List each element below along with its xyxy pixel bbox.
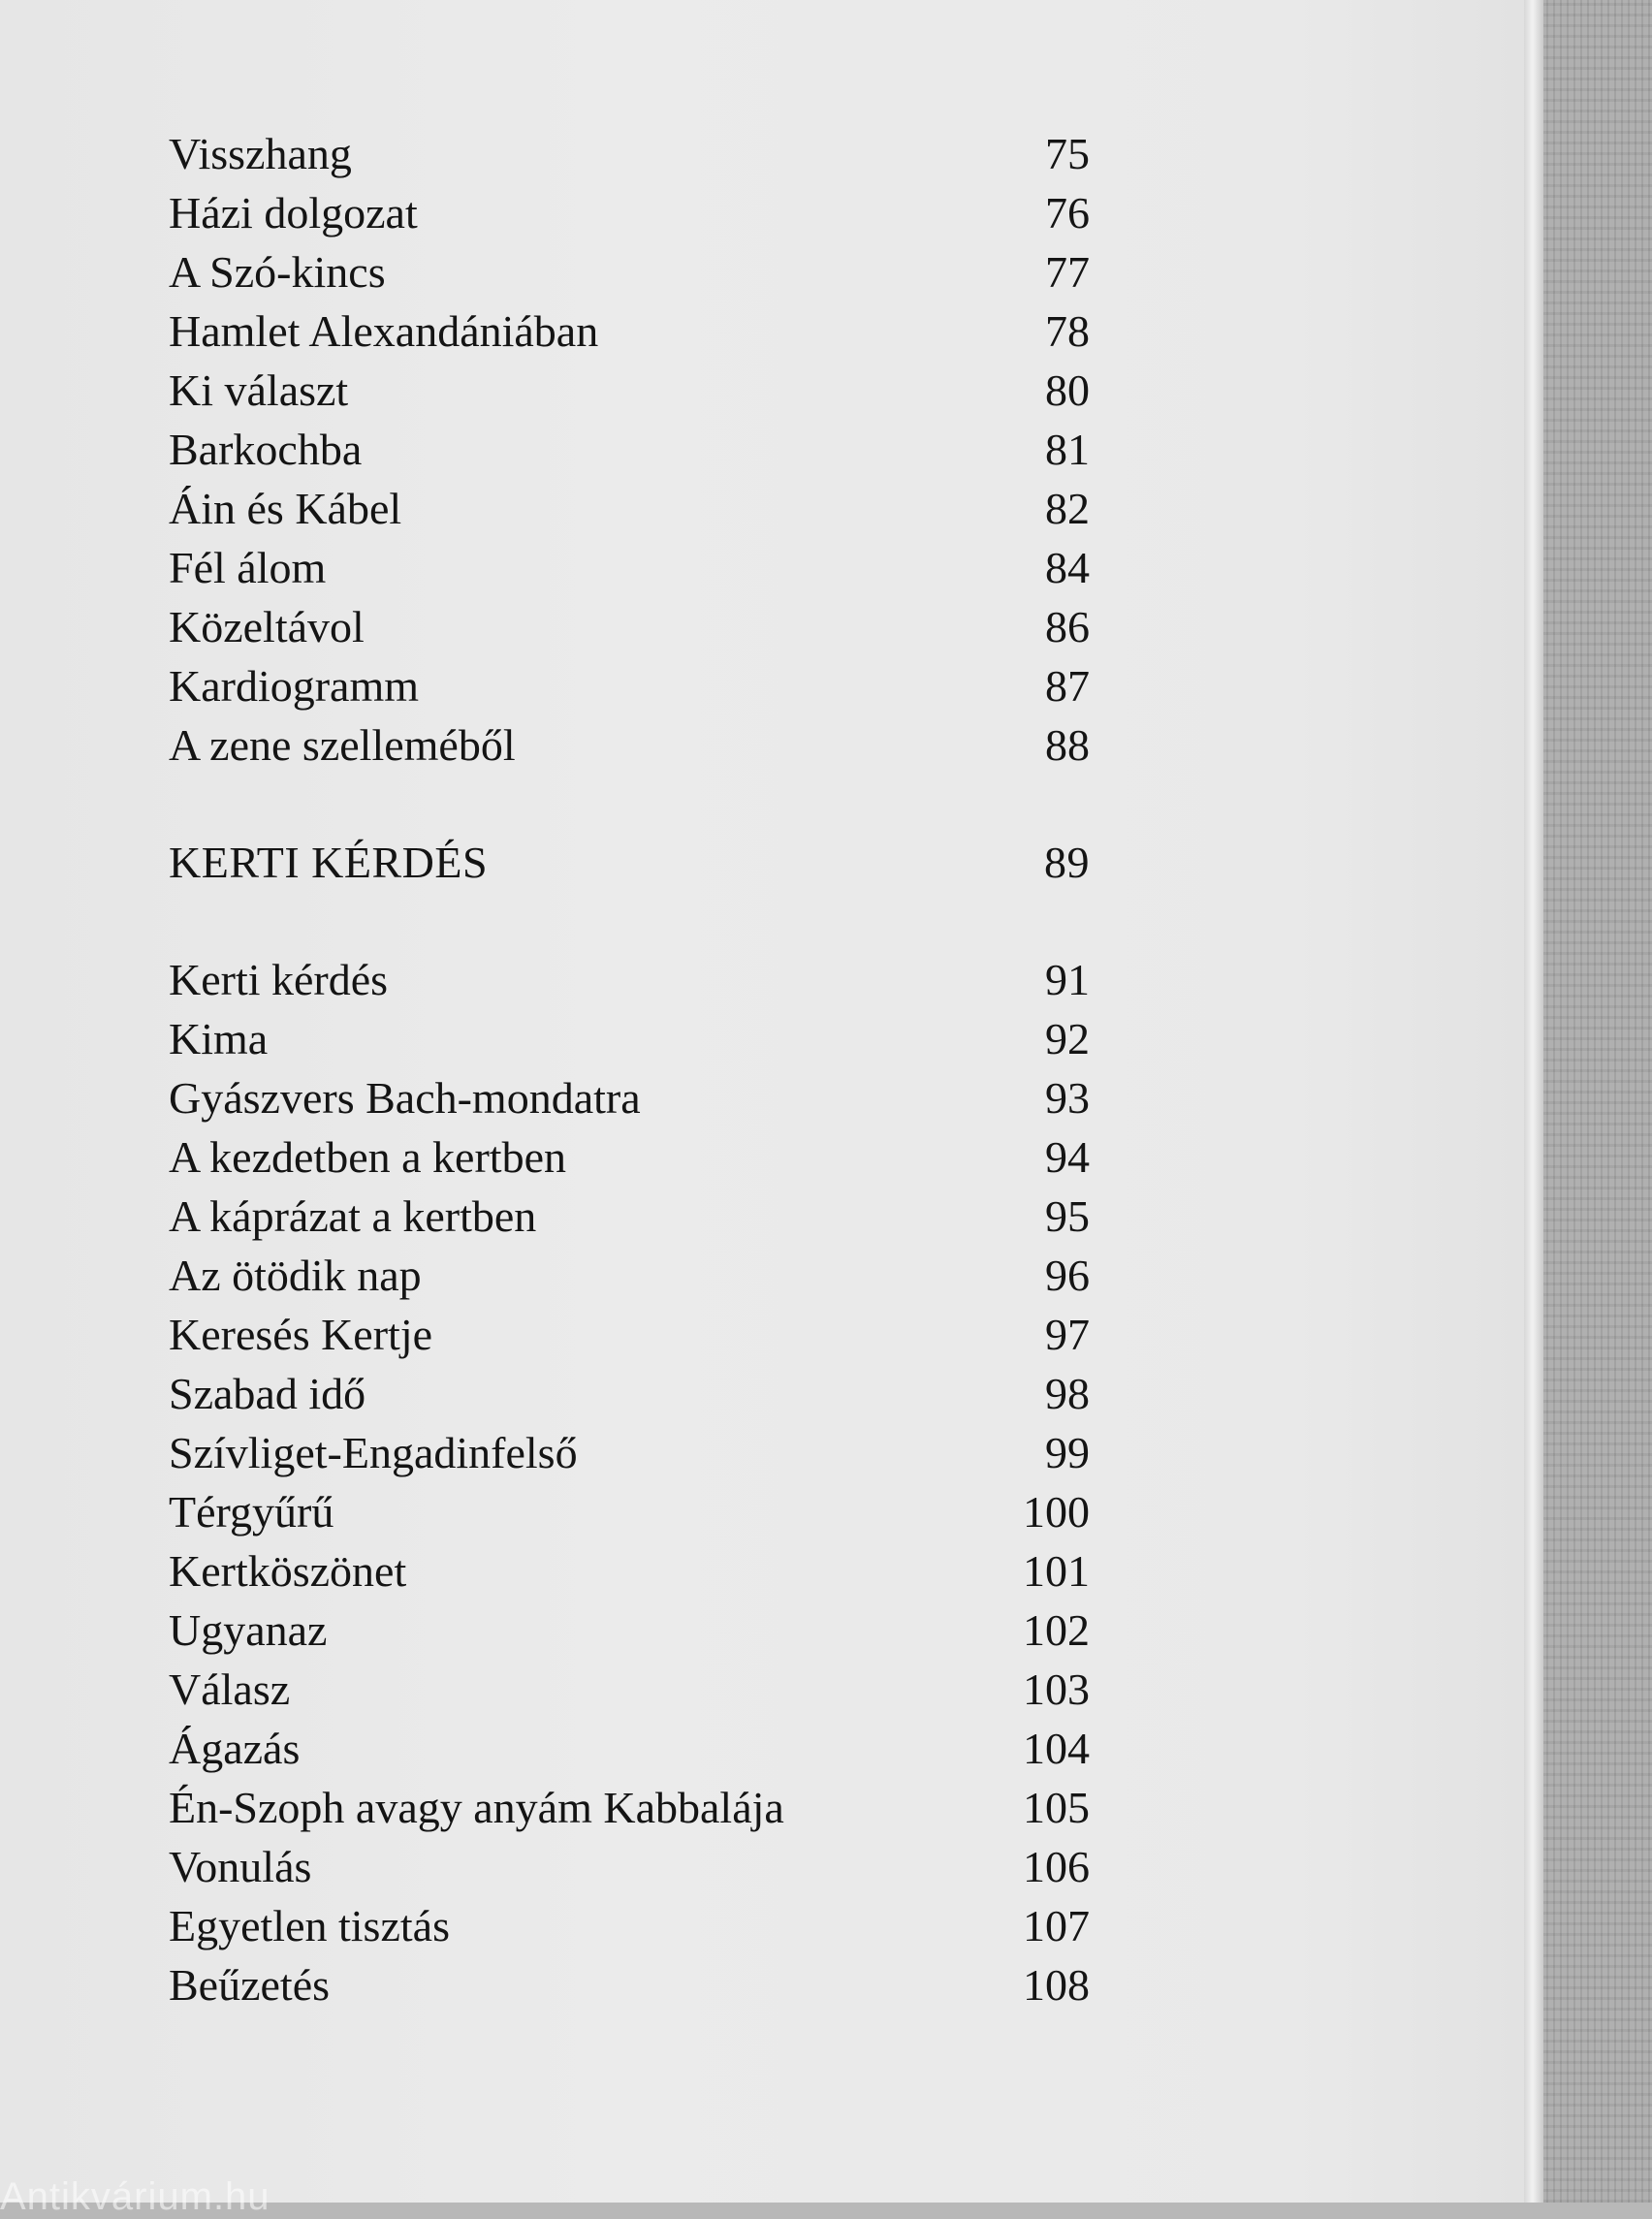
toc-entry-page-number: 77 [1045, 247, 1090, 297]
toc-entry-title: Szívliget-Engadinfelső [169, 1428, 578, 1477]
toc-entry-page-number: 82 [1045, 484, 1090, 533]
toc-entry-page-number: 88 [1045, 720, 1090, 770]
toc-entry-title: Válasz [169, 1664, 291, 1714]
toc-entry [169, 361, 1090, 420]
toc-entry-page-number: 102 [1023, 1605, 1090, 1655]
page-edge [1524, 0, 1543, 2203]
toc-entry-title: Én-Szoph avagy anyám Kabbalája [169, 1783, 784, 1832]
toc-entry-page-number: 87 [1045, 661, 1090, 711]
section-title: KERTI KÉRDÉS [169, 838, 489, 887]
toc-entry-title: Áin és Kábel [169, 484, 402, 533]
toc-entry-title: Ki választ [169, 365, 349, 415]
toc-entry-page-number: 78 [1045, 306, 1090, 356]
toc-entry-page-number: 100 [1023, 1487, 1090, 1537]
toc-entry-page-number: 101 [1023, 1546, 1090, 1596]
toc-entry [169, 1955, 1090, 2014]
toc-entry [169, 1778, 1090, 1837]
toc-entry-page-number: 81 [1045, 425, 1090, 474]
toc-entry-page-number: 105 [1023, 1783, 1090, 1832]
toc-entry-page-number: 97 [1045, 1310, 1090, 1359]
table-of-contents [169, 124, 1090, 2014]
toc-entry-title: Szabad idő [169, 1369, 366, 1418]
toc-entry [169, 124, 1090, 183]
toc-entry-title: Ágazás [169, 1724, 301, 1773]
toc-entry-title: Kerti kérdés [169, 955, 389, 1004]
toc-entry-title: Gyászvers Bach-mondatra [169, 1073, 641, 1123]
toc-entry [169, 1601, 1090, 1660]
toc-entry [169, 1837, 1090, 1896]
toc-entry-title: Vonulás [169, 1842, 312, 1891]
toc-entry [169, 183, 1090, 242]
toc-entry-title: Egyetlen tisztás [169, 1901, 450, 1950]
toc-entry [169, 715, 1090, 775]
toc-entry [169, 1009, 1090, 1068]
toc-entry-page-number: 80 [1045, 365, 1090, 415]
toc-entry-title: Kima [169, 1014, 269, 1063]
toc-entry-page-number: 99 [1045, 1428, 1090, 1477]
toc-entry-page-number: 98 [1045, 1369, 1090, 1418]
toc-entry-title: Térgyűrű [169, 1487, 334, 1537]
toc-entry-page-number: 95 [1045, 1191, 1090, 1241]
toc-entry-title: Visszhang [169, 129, 352, 178]
toc-entry-page-number: 108 [1023, 1960, 1090, 2010]
toc-entry [169, 1896, 1090, 1955]
toc-entry-title: Fél álom [169, 543, 327, 592]
toc-entry-title: Közeltávol [169, 602, 365, 651]
watermark: Antikvárium.hu [0, 2175, 270, 2218]
toc-group-2 [169, 950, 1090, 2014]
toc-entry-title: Házi dolgozat [169, 188, 418, 238]
toc-entry [169, 1305, 1090, 1364]
toc-entry [169, 597, 1090, 656]
toc-entry-title: Hamlet Alexandániában [169, 306, 599, 356]
toc-entry-title: A zene szelleméből [169, 720, 516, 770]
toc-entry-page-number: 76 [1045, 188, 1090, 238]
toc-entry-page-number: 104 [1023, 1724, 1090, 1773]
toc-entry [169, 242, 1090, 301]
toc-entry-page-number: 96 [1045, 1251, 1090, 1300]
toc-entry [169, 656, 1090, 715]
toc-entry-page-number: 92 [1045, 1014, 1090, 1063]
toc-entry-page-number: 103 [1023, 1664, 1090, 1714]
toc-entry [169, 1187, 1090, 1246]
toc-entry-page-number: 106 [1023, 1842, 1090, 1891]
toc-entry-title: Kertköszönet [169, 1546, 407, 1596]
toc-entry-title: A kezdetben a kertben [169, 1132, 566, 1182]
toc-entry-title: Kardiogramm [169, 661, 420, 711]
toc-entry-page-number: 75 [1045, 129, 1090, 178]
toc-entry-title: Beűzetés [169, 1960, 331, 2010]
toc-entry [169, 301, 1090, 361]
toc-entry-page-number: 91 [1045, 955, 1090, 1004]
toc-entry [169, 950, 1090, 1009]
toc-entry [169, 1246, 1090, 1305]
toc-entry [169, 1660, 1090, 1719]
section-page-number: 89 [1044, 838, 1090, 887]
toc-entry-page-number: 86 [1045, 602, 1090, 651]
toc-entry [169, 1541, 1090, 1601]
toc-entry-page-number: 84 [1045, 543, 1090, 592]
toc-group-1 [169, 124, 1090, 775]
toc-entry [169, 1364, 1090, 1423]
toc-entry [169, 1719, 1090, 1778]
toc-entry-page-number: 93 [1045, 1073, 1090, 1123]
toc-entry-page-number: 94 [1045, 1132, 1090, 1182]
toc-entry-title: A káprázat a kertben [169, 1191, 537, 1241]
toc-entry [169, 1423, 1090, 1482]
toc-entry [169, 1482, 1090, 1541]
toc-entry-title: Keresés Kertje [169, 1310, 433, 1359]
toc-entry [169, 479, 1090, 538]
toc-entry-title: Az ötödik nap [169, 1251, 422, 1300]
toc-entry-title: A Szó-kincs [169, 247, 386, 297]
toc-entry-page-number: 107 [1023, 1901, 1090, 1950]
toc-entry-title: Barkochba [169, 425, 363, 474]
toc-entry [169, 538, 1090, 597]
toc-entry [169, 1127, 1090, 1187]
toc-entry-title: Ugyanaz [169, 1605, 328, 1655]
toc-entry [169, 1068, 1090, 1127]
toc-entry [169, 420, 1090, 479]
toc-section-heading [169, 833, 1090, 892]
